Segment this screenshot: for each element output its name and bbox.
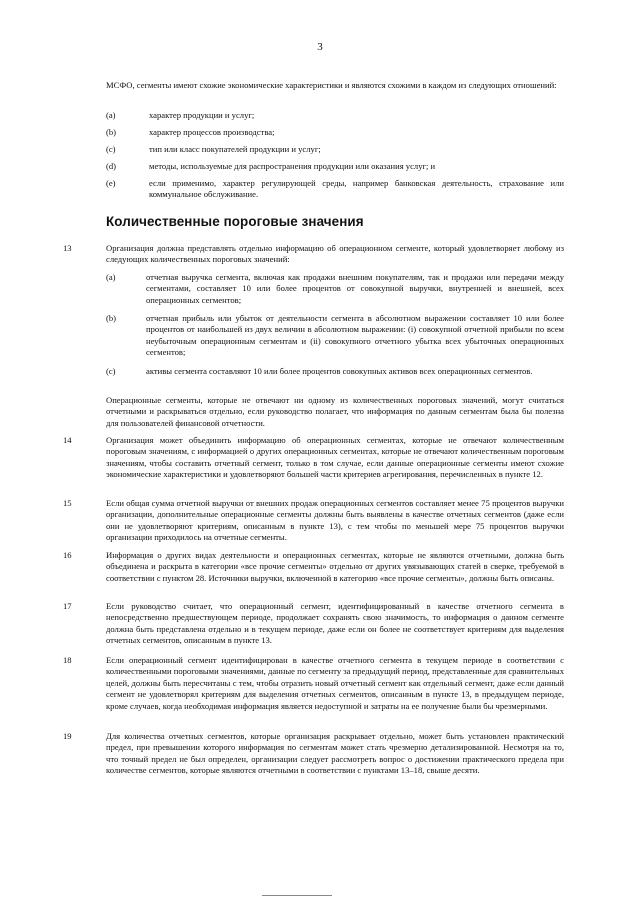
list-marker: (c) — [106, 366, 116, 376]
list-text: если применимо, характер регулирующей среды, например банковская деятельность, страхование или коммунальное обслуживание. — [149, 178, 564, 200]
list-text: характер процессов производства; — [149, 127, 275, 137]
list-marker: (b) — [106, 127, 117, 137]
list-text: активы сегмента составляют 10 или более процентов совокупных активов всех операционных сегментов. — [146, 366, 533, 376]
list-marker: (a) — [106, 110, 116, 120]
paragraph-13-closing: Операционные сегменты, которые не отвечают ни одному из количественных пороговых значений, могут считаться отчетными и раскрываться отдельно, если руководство полагает, что информация по данным сегментам была бы полезна для пользователей финансовой отчетности. — [106, 395, 564, 428]
list-text: отчетная прибыль или убыток от деятельности сегмента в абсолютном выражении составляет 10 или более процентов от наибольшей из двух величин в абсолютном выражении: (i) совокупной отчетной прибыли по всем неубыточным операционным сегментам и (ii) совокупного отчетного убытка всех убыточных операционных сегментов; — [146, 313, 564, 358]
paragraph-number: 13 — [63, 243, 72, 253]
list-marker: (e) — [106, 178, 116, 188]
paragraph-number: 19 — [63, 731, 72, 741]
paragraph-number: 16 — [63, 550, 72, 560]
list-marker: (b) — [106, 313, 117, 323]
paragraph-text: Если руководство считает, что операционный сегмент, идентифицированный в качестве отчетного сегмента в непосредственно предшествующем периоде, продолжает сохранять свою значимость, то информация о данном сегменте должна быть представлена отдельно и в текущем периоде, даже если он более не соответствует критериям для выделения отчетных сегментов, описанным в пункте 13. — [106, 601, 564, 646]
list-marker: (c) — [106, 144, 116, 154]
paragraph-number: 18 — [63, 655, 72, 665]
paragraph-number: 17 — [63, 601, 72, 611]
paragraph-number: 15 — [63, 498, 72, 508]
paragraph-text: Организация может объединить информацию об операционных сегментах, которые не отвечают количественным пороговым значениям, с информацией о других операционных сегментах, которые не отвечают количественным пороговым значениям, чтобы составить отчетный сегмент, только в том случае, если данные операционные сегменты имеют схожие экономические характеристики и удовлетворяют большей части критериев агрегирования, перечисленных в пункте 12. — [106, 435, 564, 480]
list-marker: (d) — [106, 161, 117, 171]
list-text: методы, используемые для распространения продукции или оказания услуг; и — [149, 161, 436, 171]
list-text: тип или класс покупателей продукции и услуг; — [149, 144, 321, 154]
page-number: 3 — [317, 41, 323, 53]
section-heading: Количественные пороговые значения — [106, 214, 364, 229]
page-edge-mark — [262, 895, 332, 896]
paragraph-number: 14 — [63, 435, 72, 445]
list-marker: (a) — [106, 272, 116, 282]
list-text: характер продукции и услуг; — [149, 110, 255, 120]
paragraph-text: Для количества отчетных сегментов, которые организация раскрывает отдельно, может быть установлен практический предел, при превышении которого информация по сегментам может стать чрезмерно детализированной. Несмотря на то, что точный предел не был определен, организации следует рассмотреть вопрос о достижении практического предела при количестве сегментов, которые являются отчетными в соответствии с пунктами 13–18, свыше десяти. — [106, 731, 564, 776]
paragraph-text: Если операционный сегмент идентифицирован в качестве отчетного сегмента в текущем периоде в соответствии с количественными пороговыми значениями, данные по сегменту за предыдущий период, представленные для сравнительных целей, должны быть пересчитаны с тем, чтобы отразить новый отчетный сегмент как отдельный сегмент, даже если данный сегмент не удовлетворял критериям для выделения отчетных сегментов, описанным в пункте 13, в предыдущем периоде, кроме случаев, когда необходимая информация является недоступной и затраты на ее получение были бы чрезмерными. — [106, 655, 564, 711]
paragraph-text: Информация о других видах деятельности и операционных сегментах, которые не являются отчетными, должна быть объединена и раскрыта в категории «все прочие сегменты» отдельно от других увязывающих статей в сверке, требуемой в соответствии с пунктом 28. Источники выручки, включенной в категорию «все прочие сегменты», должны быть описаны. — [106, 550, 564, 583]
list-text: отчетная выручка сегмента, включая как продажи внешним покупателям, так и продажи или передачи между сегментами, составляет 10 или более процентов от совокупной выручки, внутренней и внешней, всех операционных сегментов; — [146, 272, 564, 305]
paragraph-text: Организация должна представлять отдельно информацию об операционном сегменте, который удовлетворяет любому из следующих количественных пороговых значений: — [106, 243, 564, 265]
intro-text: МСФО, сегменты имеют схожие экономические характеристики и являются схожими в каждом из следующих отношений: — [106, 80, 557, 90]
paragraph-text: Если общая сумма отчетной выручки от внешних продаж операционных сегментов составляет менее 75 процентов выручки организации, дополнительные операционные сегменты должны быть выявлены в качестве отчетных сегментов (даже если они не удовлетворяют критериям, описанным в пункте 13), с тем чтобы по меньшей мере 75 процентов выручки организации приходилось на отчетные сегменты. — [106, 498, 564, 543]
